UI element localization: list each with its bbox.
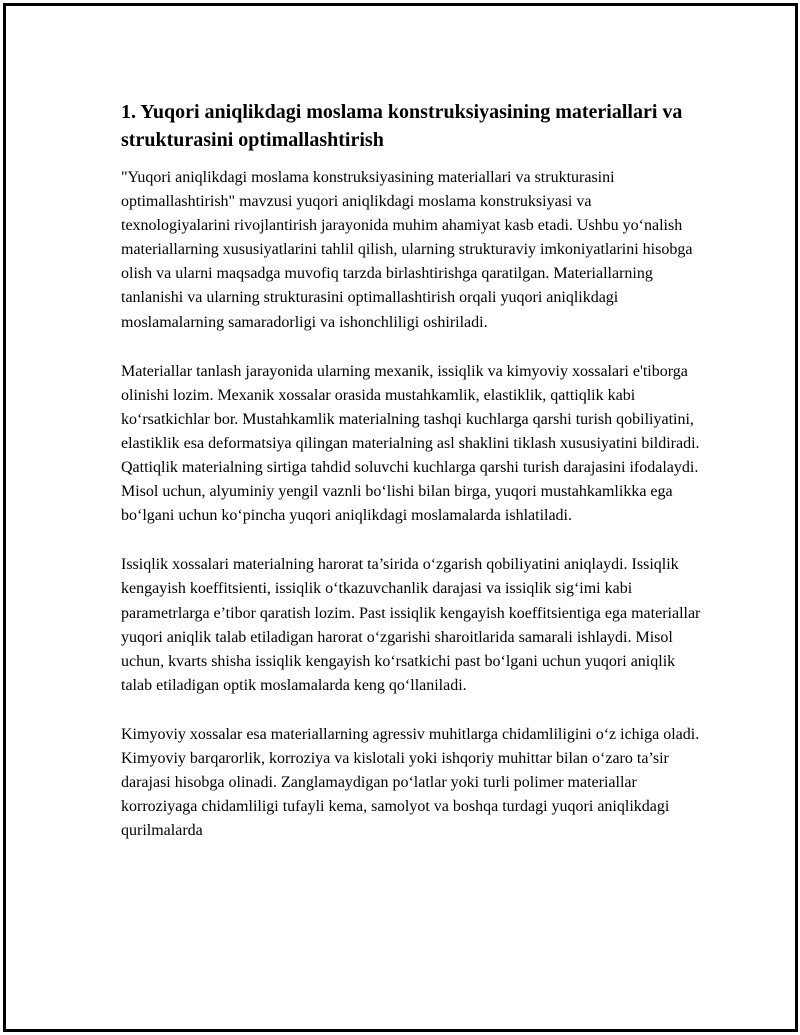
paragraph-intro: "Yuqori aniqlikdagi moslama konstruksiyasining materiallari va strukturasini optimallashtirish" mavzusi yuqori aniqlikdagi moslama konstruksiyasi va texnologiyalarini rivojlantirish jarayonida muhim ahamiyat kasb etadi. Ushbu yo‘nalish materiallarning xususiyatlarini tahlil qilish, ularning strukturaviy imkoniyatlarini hisobga olish va ularni maqsadga muvofiq tarzda birlashtirishga qaratilgan. Materiallarning tanlanishi va ularning strukturasini optimallashtirish orqali yuqori aniqlikdagi moslamalarning samaradorligi va ishonchliligi oshiriladi.	[121, 169, 693, 331]
page-frame	[3, 3, 798, 1032]
section-heading: 1. Yuqori aniqlikdagi moslama konstruksiyasining materiallari va strukturasini optimallashtirish	[121, 101, 683, 151]
document-body	[121, 98, 701, 868]
paragraph-thermal-properties: Issiqlik xossalari materialning harorat ta’sirida o‘zgarish qobiliyatini aniqlaydi. Issiqlik kengayish koeffitsienti, issiqlik o‘tkazuvchanlik darajasi va issiqlik sig‘imi kabi parametrlarga e’tibor qaratish lozim. Past issiqlik kengayish koeffitsientiga ega materiallar yuqori aniqlik talab etiladigan harorat o‘zgarishi sharoitlarida samarali ishlaydi. Misol uchun, kvarts shisha issiqlik kengayish ko‘rsatkichi past bo‘lgani uchun yuqori aniqlik talab etiladigan optik moslamalarda keng qo‘llaniladi.	[121, 556, 701, 694]
paragraph-mechanical-properties: Materiallar tanlash jarayonida ularning mexanik, issiqlik va kimyoviy xossalari e'tiborga olinishi lozim. Mexanik xossalar orasida mustahkamlik, elastiklik, qattiqlik kabi ko‘rsatkichlar bor. Mustahkamlik materialning tashqi kuchlarga qarshi turish qobiliyatini, elastiklik esa deformatsiya qilingan materialning asl shaklini tiklash xususiyatini bildiradi. Qattiqlik materialning sirtiga tahdid soluvchi kuchlarga qarshi turish darajasini ifodalaydi. Misol uchun, alyuminiy yengil vaznli bo‘lishi bilan birga, yuqori mustahkamlikka ega bo‘lgani uchun ko‘pincha yuqori aniqlikdagi moslamalarda ishlatiladi.	[121, 362, 700, 525]
paragraph-chemical-properties: Kimyoviy xossalar esa materiallarning agressiv muhitlarga chidamliligini o‘z ichiga oladi. Kimyoviy barqarorlik, korroziya va kislotali yoki ishqoriy muhittar bilan o‘zaro ta’sir darajasi hisobga olinadi. Zanglamaydigan po‘latlar yoki turli polimer materiallar korroziyaga chidamliligi tufayli kema, samolyot va boshqa turdagi yuqori aniqlikdagi qurilmalarda	[121, 725, 700, 840]
